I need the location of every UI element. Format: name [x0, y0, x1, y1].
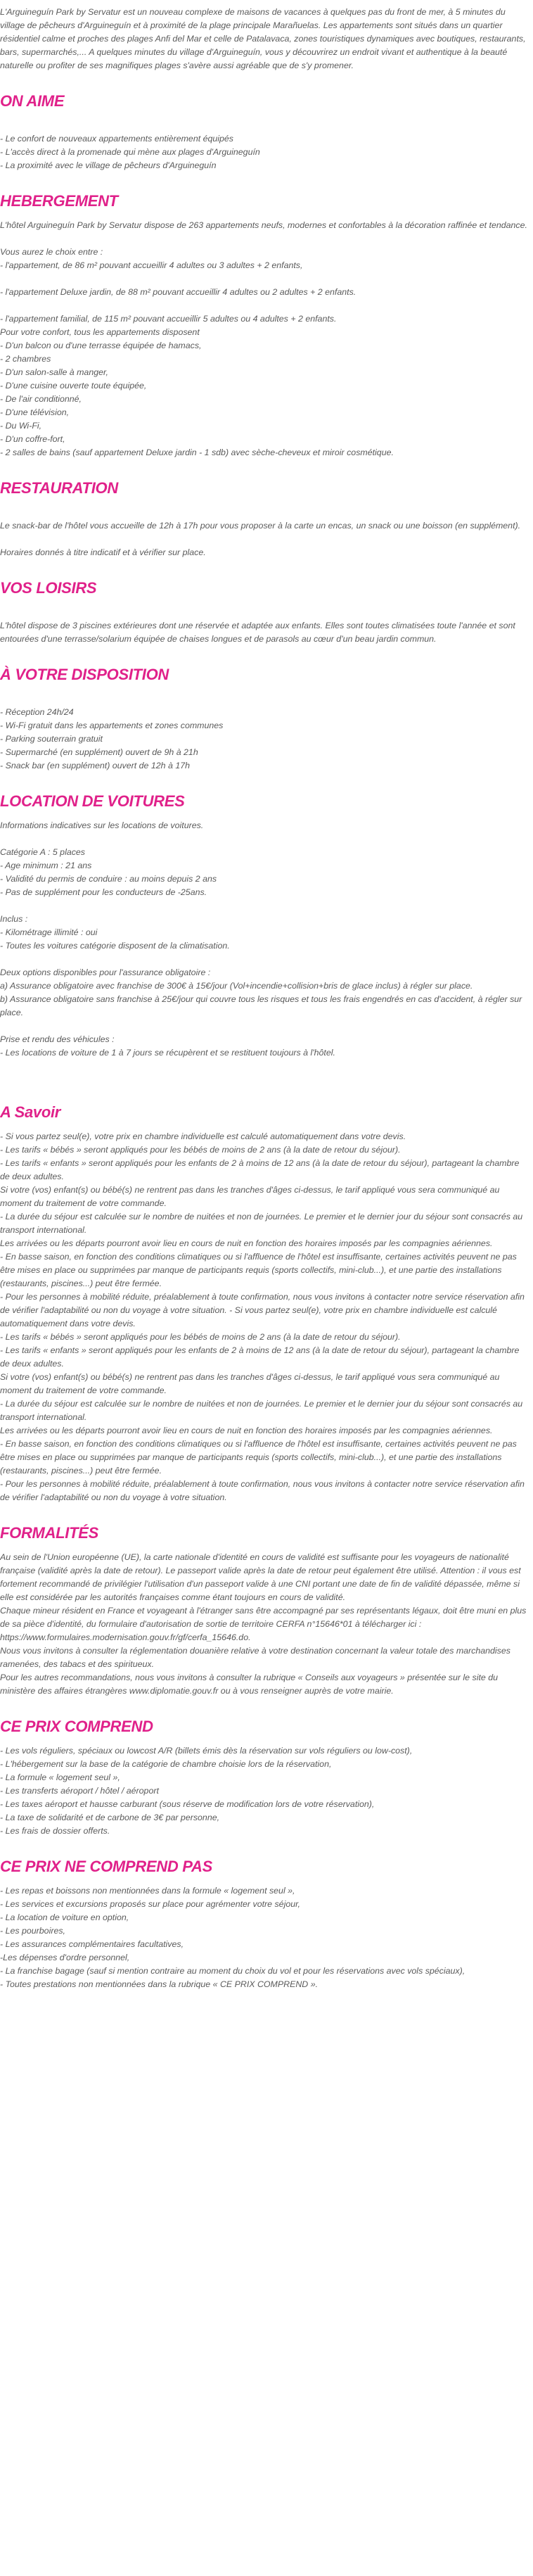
list-item: - La franchise bagage (sauf si mention contraire au moment du choix du vol et pour les réservations avec vols spéciaux), [0, 1966, 465, 1976]
list-item: - Les pourboires, [0, 1926, 65, 1936]
loisirs-block [0, 606, 530, 646]
voitures-option-a: a) Assurance obligatoire avec franchise de 300€ à 15€/jour (Vol+incendie+collision+bris de glace inclus) à régler sur place. [0, 981, 473, 991]
section-title-disposition: À VOTRE DISPOSITION [0, 666, 169, 683]
list-item: - La taxe de solidarité et de carbone de 3€ par personne, [0, 1813, 220, 1822]
formalites-cerfa-link: https://www.formulaires.modernisation.gouv.fr/gf/cerfa_15646.do. [0, 1632, 251, 1642]
list-item: - Age minimum : 21 ans [0, 861, 92, 870]
list-item: - D'une télévision, [0, 407, 70, 417]
list-item: - Du Wi-Fi, [0, 421, 42, 431]
formalites-text: Chaque mineur résident en France et voyageant à l'étranger sans être accompagné par ses représentants légaux, doit être muni en plus de sa pièce d'identité, du formulaire d'autorisation de sortie de territoire CERFA n°15646*01 à télécharger ici : [0, 1606, 527, 1629]
list-item: - En basse saison, en fonction des conditions climatiques ou si l'affluence de l'hôtel est insuffisante, certaines activités peuvent ne pas être mises en place ou supprimées par manque de participants requis (sports collectifs, mini-club...), et une partie des installations (restaurants, piscines...) peut être fermée. [0, 1439, 517, 1476]
list-item: - Validité du permis de conduire : au moins depuis 2 ans [0, 874, 217, 884]
list-item: - Les services et excursions proposés sur place pour agrémenter votre séjour, [0, 1899, 300, 1909]
list-item: - Kilométrage illimité : oui [0, 927, 98, 937]
list-item: - Les repas et boissons non mentionnées dans la formule « logement seul », [0, 1886, 295, 1896]
voitures-subtitle: Informations indicatives sur les locations de voitures. [0, 820, 204, 830]
list-item: - L'hébergement sur la base de la catégorie de chambre choisie lors de la réservation, [0, 1759, 332, 1769]
list-item: - La proximité avec le village de pêcheurs d'Arguineguín [0, 160, 217, 170]
voitures-block [0, 819, 530, 1084]
list-item: - D'un salon-salle à manger, [0, 367, 108, 377]
list-item: - Pour les personnes à mobilité réduite, préalablement à toute confirmation, nous vous invitons à contacter notre service réservation afin de vérifier l'adaptabilité ou non du voyage à votre situation. [0, 1479, 525, 1502]
voitures-prise-label: Prise et rendu des véhicules : [0, 1034, 115, 1044]
intro-paragraph: L'Arguineguín Park by Servatur est un nouveau complexe de maisons de vacances à quelques pas du front de mer, à 5 minutes du village de pêcheurs d'Arguineguín et à proximité de la plage principale Marañuelas. Les appartements sont situés dans un quartier résidentiel calme et proches des plages Anfi del Mar et celle de Patalavaca, zones touristiques dynamiques avec boutiques, restaurants, bars, supermarchés,... A quelques minutes du village d'Arguineguín, vous y découvrirez un endroit vivant et authentique à la beauté naturelle ou profiter de ses magnifiques plages s'avère aussi agréable que de s'y promener. [0, 7, 526, 70]
voitures-option-b: b) Assurance obligatoire sans franchise à 25€/jour qui couvre tous les risques et tous les frais engendrés en cas d'accident, à régler sur place. [0, 994, 522, 1017]
disposition-list [0, 692, 530, 773]
list-item: - Toutes prestations non mentionnées dans la rubrique « CE PRIX COMPREND ». [0, 1979, 319, 1989]
list-item: - Snack bar (en supplément) ouvert de 12h à 17h [0, 761, 191, 770]
list-item: - D'un balcon ou d'une terrasse équipée de hamacs, [0, 341, 202, 350]
voitures-prise-item: - Les locations de voiture de 1 à 7 jours se récupèrent et se restituent toujours à l'hôtel. [0, 1048, 335, 1058]
list-item: - Les tarifs « bébés » seront appliqués pour les bébés de moins de 2 ans (à la date de retour du séjour). [0, 1145, 401, 1155]
list-item: - D'une cuisine ouverte toute équipée, [0, 381, 147, 391]
restauration-text: Le snack-bar de l'hôtel vous accueille de 12h à 17h pour vous proposer à la carte un encas, un snack ou une boisson (en supplément). [0, 521, 521, 531]
list-item: Les arrivées ou les départs pourront avoir lieu en cours de nuit en fonction des horaires imposés par les compagnies aériennes. [0, 1426, 493, 1435]
section-title-voitures: LOCATION DE VOITURES [0, 792, 185, 810]
hebergement-choice-3: - l'appartement familial, de 115 m² pouvant accueillir 5 adultes ou 4 adultes + 2 enfants. [0, 314, 337, 324]
formalites-text: Nous vous invitons à consulter la réglementation douanière relative à votre destination concernant la valeur totale des marchandises ramenées, des tabacs et des spiritueux. [0, 1646, 510, 1669]
savoir-list [0, 1130, 530, 1504]
loisirs-text: L'hôtel dispose de 3 piscines extérieures dont une réservée et adaptée aux enfants. Elles sont toutes climatisées toute l'année et sont entourées d'une terrasse/solarium équipée de chaises longues et de parasols au cœur d'un beau jardin commun. [0, 621, 515, 644]
restauration-block [0, 506, 530, 559]
list-item: Les arrivées ou les départs pourront avoir lieu en cours de nuit en fonction des horaires imposés par les compagnies aériennes. [0, 1238, 493, 1248]
list-item: - 2 salles de bains (sauf appartement Deluxe jardin - 1 sdb) avec sèche-cheveux et miroir cosmétique. [0, 448, 394, 457]
list-item: Si votre (vos) enfant(s) ou bébé(s) ne rentrent pas dans les tranches d'âges ci-dessus, le tarif appliqué vous sera communiqué au moment du traitement de votre commande. [0, 1372, 500, 1395]
list-item: - D'un coffre-fort, [0, 434, 65, 444]
list-item: - Pour les personnes à mobilité réduite, préalablement à toute confirmation, nous vous invitons à contacter notre service réservation afin de vérifier l'adaptabilité ou non du voyage à votre situation. - Si vous partez seul(e), votre prix en chambre individuelle est calculé automatiquement dans votre devis. [0, 1292, 525, 1328]
list-item: - Les vols réguliers, spéciaux ou lowcost A/R (billets émis dès la réservation sur vols réguliers ou low-cost), [0, 1746, 413, 1756]
list-item: - Les tarifs « bébés » seront appliqués pour les bébés de moins de 2 ans (à la date de retour du séjour). [0, 1332, 401, 1342]
list-item: - Parking souterrain gratuit [0, 734, 103, 744]
list-item: - En basse saison, en fonction des conditions climatiques ou si l'affluence de l'hôtel est insuffisante, certaines activités peuvent ne pas être mises en place ou supprimées par manque de participants requis (sports collectifs, mini-club...), et une partie des installations (restaurants, piscines...) peut être fermée. [0, 1252, 517, 1288]
list-item: - Les assurances complémentaires facultatives, [0, 1939, 184, 1949]
list-item: - La formule « logement seul », [0, 1772, 120, 1782]
list-item: - La durée du séjour est calculée sur le nombre de nuitées et non de journées. Le premier et le dernier jour du séjour sont consacrés au transport international. [0, 1399, 523, 1422]
section-title-on-aime: ON AIME [0, 92, 65, 110]
section-title-restauration: RESTAURATION [0, 479, 118, 497]
list-item: - Les frais de dossier offerts. [0, 1826, 110, 1836]
voitures-options-label: Deux options disponibles pour l'assurance obligatoire : [0, 967, 211, 977]
section-title-comprend: CE PRIX COMPREND [0, 1718, 153, 1735]
section-title-loisirs: VOS LOISIRS [0, 579, 97, 597]
list-item: - Réception 24h/24 [0, 707, 74, 717]
on-aime-list [0, 119, 530, 172]
hebergement-choice-2: - l'appartement Deluxe jardin, de 88 m² pouvant accueillir 4 adultes ou 2 adultes + 2 enfants. [0, 287, 357, 297]
section-title-hebergement: HEBERGEMENT [0, 192, 118, 210]
hebergement-choice-label: Vous aurez le choix entre : [0, 247, 103, 257]
comprend-list [0, 1744, 530, 1838]
list-item: - Si vous partez seul(e), votre prix en chambre individuelle est calculé automatiquement dans votre devis. [0, 1131, 406, 1141]
list-item: - Supermarché (en supplément) ouvert de 9h à 21h [0, 747, 198, 757]
section-title-ne-comprend: CE PRIX NE COMPREND PAS [0, 1858, 212, 1875]
list-item: - L'accès direct à la promenade qui mène aux plages d'Arguineguín [0, 147, 260, 157]
hebergement-choice-1: - l'appartement, de 86 m² pouvant accueillir 4 adultes ou 3 adultes + 2 enfants, [0, 260, 303, 270]
ne-comprend-list [0, 1884, 530, 1991]
list-item: - Le confort de nouveaux appartements entièrement équipés [0, 134, 234, 144]
voitures-inclus-label: Inclus : [0, 914, 28, 924]
list-item: Si votre (vos) enfant(s) ou bébé(s) ne rentrent pas dans les tranches d'âges ci-dessus, le tarif appliqué vous sera communiqué au moment du traitement de votre commande. [0, 1185, 500, 1208]
list-item: - Wi-Fi gratuit dans les appartements et zones communes [0, 721, 224, 730]
section-title-savoir: A Savoir [0, 1103, 61, 1121]
list-item: -Les dépenses d'ordre personnel, [0, 1953, 130, 1962]
list-item: - Les taxes aéroport et hausse carburant (sous réserve de modification lors de votre réservation), [0, 1799, 375, 1809]
hebergement-intro: L'hôtel Arguineguín Park by Servatur dispose de 263 appartements neufs, modernes et confortables à la décoration raffinée et tendance. [0, 220, 527, 230]
restauration-note: Horaires donnés à titre indicatif et à vérifier sur place. [0, 547, 206, 557]
list-item: - Toutes les voitures catégorie disposent de la climatisation. [0, 941, 230, 951]
list-item: - De l'air conditionné, [0, 394, 82, 404]
list-item: - 2 chambres [0, 354, 51, 364]
section-title-formalites: FORMALITÉS [0, 1524, 98, 1542]
hebergement-comfort-label: Pour votre confort, tous les appartements disposent [0, 327, 200, 337]
formalites-text: Au sein de l'Union européenne (UE), la carte nationale d'identité en cours de validité est suffisante pour les voyageurs de nationalité française (validité après la date de retour). Le passeport valide après la date de retour peut également être utilisé. Attention : il vous est fortement recommandé de privilégier l'utilisation d'un passeport valide à une CNI portant une date de fin de validité dépassée, même si elle est considérée par les autorités françaises comme étant toujours en cours de validité. [0, 1552, 521, 1602]
list-item: - La durée du séjour est calculée sur le nombre de nuitées et non de journées. Le premier et le dernier jour du séjour sont consacrés au transport international. [0, 1212, 523, 1235]
list-item: - Les tarifs « enfants » seront appliqués pour les enfants de 2 à moins de 12 ans (à la date de retour du séjour), partageant la chambre de deux adultes. [0, 1345, 520, 1369]
list-item: - La location de voiture en option, [0, 1912, 129, 1922]
list-item: - Les tarifs « enfants » seront appliqués pour les enfants de 2 à moins de 12 ans (à la date de retour du séjour), partageant la chambre de deux adultes. [0, 1158, 520, 1181]
voitures-cat-label: Catégorie A : 5 places [0, 847, 85, 857]
hebergement-block [0, 219, 530, 459]
list-item: - Les transferts aéroport / hôtel / aéroport [0, 1786, 159, 1796]
formalites-block [0, 1551, 530, 1698]
list-item: - Pas de supplément pour les conducteurs de -25ans. [0, 887, 207, 897]
formalites-text: Pour les autres recommandations, nous vous invitons à consulter la rubrique « Conseils aux voyageurs » présentée sur le site du ministère des affaires étrangères www.diplomatie.gouv.fr ou à vous renseigner auprès de votre mairie. [0, 1673, 499, 1696]
